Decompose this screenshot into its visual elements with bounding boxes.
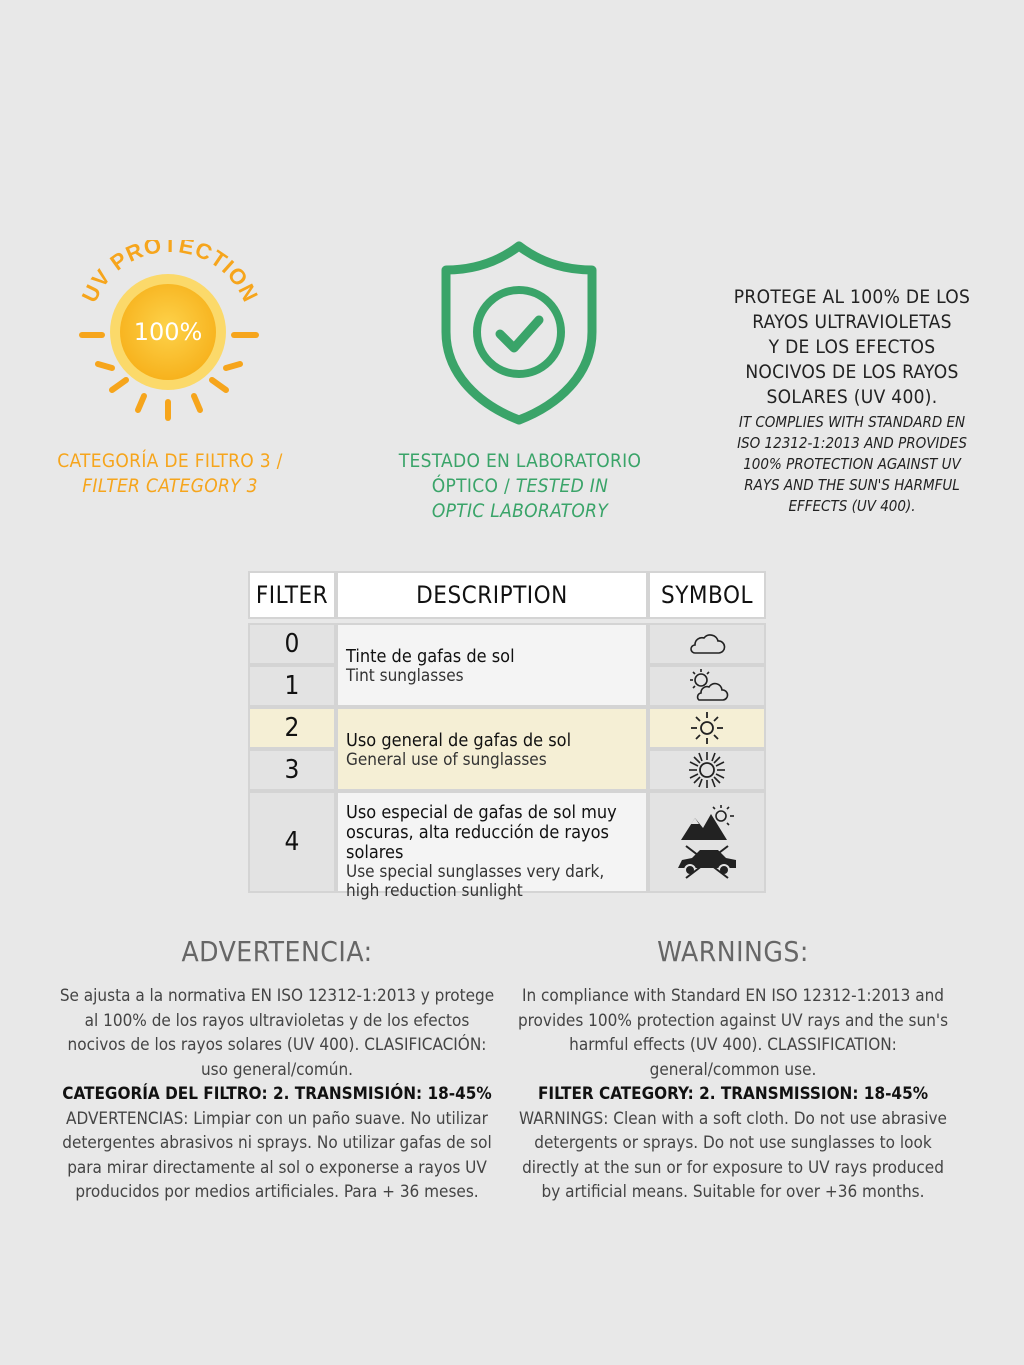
shield-check-icon (440, 240, 598, 425)
desc-special: Uso especial de gafas de sol muy oscuras, alta reducción de rayos solares Use special sunglasses very dark, high reduction sunlight (336, 791, 648, 893)
warnings-en-bold: FILTER CATEGORY: 2. TRANSMISSION: 18-45% (537, 1084, 929, 1104)
filter-4: 4 (248, 791, 336, 893)
header-filter: FILTER (248, 571, 336, 619)
mountain-sun-icon (677, 804, 737, 844)
no-driving-icon (674, 844, 740, 880)
cloud-icon (687, 629, 727, 659)
symbol-1 (648, 665, 766, 707)
filter-category-table (248, 571, 766, 901)
sun-icon (689, 710, 725, 746)
warnings-es-body1: Se ajusta a la normativa EN ISO 12312-1:2013 y protege al 100% de los rayos ultravioletas y de los efectos nocivos de los rayos solares (UV 400). CLASIFICACIÓN: uso general/común. (59, 986, 495, 1080)
desc-general: Uso general de gafas de sol General use of sunglasses (336, 707, 648, 791)
symbol-4 (648, 791, 766, 893)
uv-protection-badge (72, 240, 272, 430)
warnings-en (513, 935, 953, 1205)
uv-caption-en: FILTER CATEGORY 3 (82, 475, 258, 497)
warnings-es-bold: CATEGORÍA DEL FILTRO: 2. TRANSMISIÓN: 18-45% (62, 1084, 492, 1104)
warnings-en-body1: In compliance with Standard EN ISO 12312-1:2013 and provides 100% protection against UV rays and the sun's harmful effects (UV 400). CLASSIFICATION: general/common use. (517, 986, 949, 1080)
uv-percent: 100% (133, 318, 203, 346)
uv-caption-es: CATEGORÍA DE FILTRO 3 / (57, 450, 283, 472)
bright-sun-icon (687, 751, 727, 789)
desc-tint: Tinte de gafas de sol Tint sunglasses (336, 623, 648, 707)
uv-arc-text: UV PROTECTION (76, 240, 264, 307)
filter-0: 0 (248, 623, 336, 665)
warnings-es (57, 935, 497, 1205)
warnings-en-body2: WARNINGS: Clean with a soft cloth. Do not use abrasive detergents or sprays. Do not use sunglasses to look directly at the sun or for exposure to UV rays produced by artificial means. Suitable for over +36 months. (519, 1108, 947, 1202)
sun-icon (72, 240, 272, 430)
lab-line3: OPTIC LABORATORY (431, 500, 609, 522)
warnings-es-body2: ADVERTENCIAS: Limpiar con un paño suave. No utilizar detergentes abrasivos ni sprays. No utilizar gafas de sol para mirar directamente al sol o exponerse a rayos UV producidos por medios artificiales. Para + 36 meses. (62, 1108, 492, 1202)
symbol-0 (648, 623, 766, 665)
uv-caption (20, 449, 320, 499)
claim-en: IT COMPLIES WITH STANDARD EN ISO 12312-1:2013 AND PROVIDES 100% PROTECTION AGAINST UV RAYS AND THE SUN'S HARMFUL EFFECTS (UV 400). (737, 413, 967, 515)
shield-check-badge (440, 240, 598, 425)
filter-1: 1 (248, 665, 336, 707)
claim-es: PROTEGE AL 100% DE LOS RAYOS ULTRAVIOLETAS Y DE LOS EFECTOS NOCIVOS DE LOS RAYOS SOLARES (UV 400). (733, 286, 971, 408)
warnings-es-title: ADVERTENCIA: (181, 935, 373, 968)
header-description: DESCRIPTION (336, 571, 648, 619)
sun-cloud-icon (685, 668, 729, 704)
header-symbol: SYMBOL (648, 571, 766, 619)
uv400-claim (706, 285, 998, 517)
filter-2: 2 (248, 707, 336, 749)
symbol-3 (648, 749, 766, 791)
warnings-en-title: WARNINGS: (657, 935, 809, 968)
lab-caption (370, 449, 670, 524)
lab-line1: TESTADO EN LABORATORIO (398, 450, 642, 472)
lab-line2: ÓPTICO / TESTED IN (431, 475, 609, 497)
filter-3: 3 (248, 749, 336, 791)
symbol-2 (648, 707, 766, 749)
